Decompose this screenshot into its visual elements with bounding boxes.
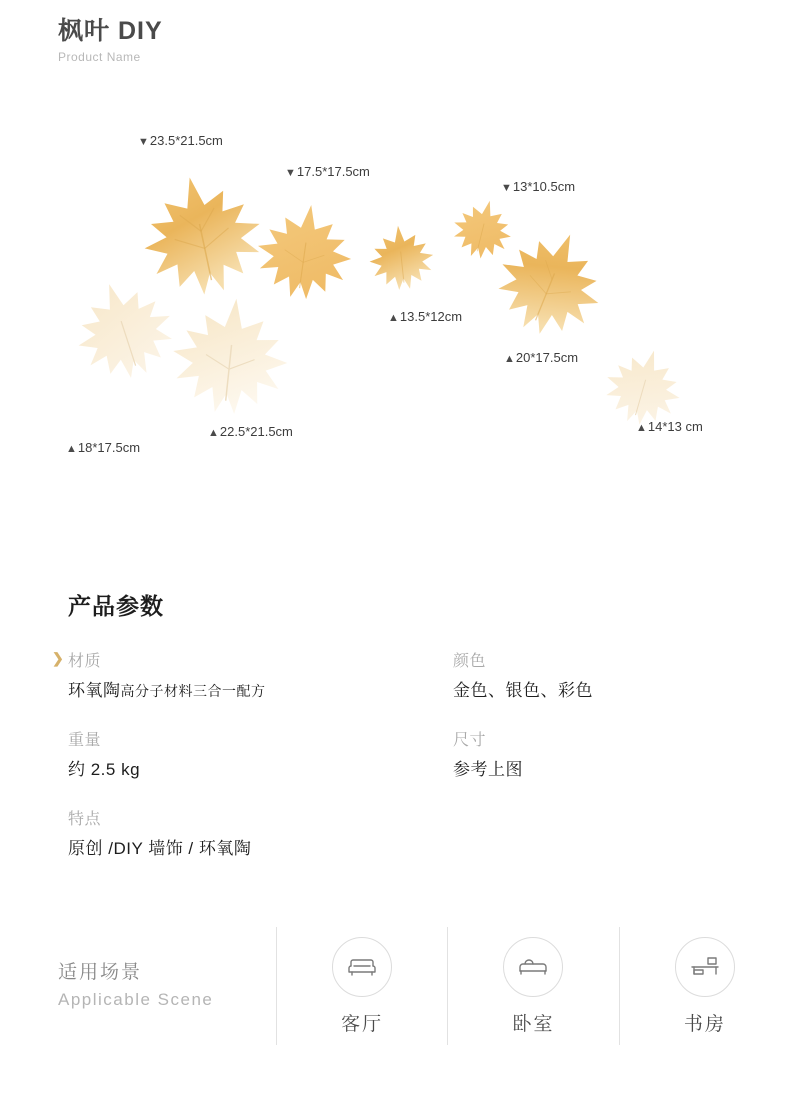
parameter-row bbox=[68, 727, 728, 780]
scene-name-bedroom: 卧室 bbox=[512, 1013, 555, 1035]
dimension-marker-2: ▼ bbox=[285, 167, 296, 179]
scene-label-cn: 适用场景 bbox=[58, 962, 143, 983]
dimension-marker-8: ▲ bbox=[636, 422, 647, 434]
scene-name-living-room: 客厅 bbox=[341, 1013, 384, 1035]
dimension-marker-1: ▼ bbox=[138, 136, 149, 148]
parameter-value-color: 金色、银色、彩色 bbox=[453, 681, 593, 700]
parameter-value-material-sub: 高分子材料三合一配方 bbox=[120, 683, 266, 699]
page-subtitle: Product Name bbox=[58, 50, 141, 64]
product-hero-image bbox=[0, 100, 790, 500]
leaf-shape-7 bbox=[167, 293, 293, 419]
section-title-parameters: 产品参数 bbox=[68, 593, 164, 619]
dimension-text-1: 23.5*21.5cm bbox=[149, 133, 223, 148]
dimension-text-5: 20*17.5cm bbox=[515, 350, 579, 365]
leaf-shape-2 bbox=[252, 198, 358, 304]
dimension-marker-4: ▲ bbox=[388, 312, 399, 324]
parameter-row bbox=[68, 806, 728, 859]
parameter-color bbox=[453, 648, 728, 701]
dimension-label-5 bbox=[504, 350, 578, 365]
parameter-empty bbox=[453, 806, 728, 859]
page-header bbox=[58, 14, 163, 64]
dimension-label-1 bbox=[138, 133, 223, 148]
applicable-scene-section bbox=[0, 916, 790, 1056]
dimension-marker-5: ▲ bbox=[504, 353, 515, 365]
parameter-value-material-main: 环氧陶 bbox=[68, 681, 121, 700]
dimension-label-2 bbox=[285, 164, 370, 179]
parameter-value-size: 参考上图 bbox=[453, 760, 523, 779]
dimension-label-8 bbox=[636, 419, 703, 434]
dimension-label-7 bbox=[66, 440, 140, 455]
dimension-text-2: 17.5*17.5cm bbox=[296, 164, 370, 179]
dimension-marker-7: ▲ bbox=[66, 443, 77, 455]
chevron-right-icon: ❯ bbox=[52, 650, 64, 666]
parameter-label-weight: 重量 bbox=[68, 732, 102, 749]
page-title: 枫叶 DIY bbox=[58, 17, 163, 45]
dimension-label-4 bbox=[388, 309, 462, 324]
parameter-material bbox=[52, 648, 453, 701]
dimension-text-4: 13.5*12cm bbox=[399, 309, 463, 324]
scene-items bbox=[276, 927, 790, 1045]
dimension-label-3 bbox=[501, 179, 575, 194]
parameter-value-weight: 约 2.5 kg bbox=[68, 760, 141, 779]
parameter-row bbox=[52, 648, 728, 701]
parameter-label-color: 颜色 bbox=[453, 653, 487, 670]
scene-item-study[interactable] bbox=[619, 927, 790, 1045]
dimension-text-3: 13*10.5cm bbox=[512, 179, 576, 194]
desk-icon bbox=[675, 937, 735, 997]
bed-icon bbox=[503, 937, 563, 997]
leaf-shape-1 bbox=[132, 165, 271, 304]
parameter-label-size: 尺寸 bbox=[453, 732, 487, 749]
dimension-label-6 bbox=[208, 424, 293, 439]
sofa-icon bbox=[332, 937, 392, 997]
dimension-text-7: 18*17.5cm bbox=[77, 440, 141, 455]
dimension-text-6: 22.5*21.5cm bbox=[219, 424, 293, 439]
leaf-shape-6 bbox=[64, 269, 185, 390]
leaf-shape-3 bbox=[366, 222, 436, 292]
dimension-marker-6: ▲ bbox=[208, 427, 219, 439]
parameter-value-features: 原创 /DIY 墙饰 / 环氧陶 bbox=[68, 839, 252, 858]
parameter-features bbox=[68, 806, 453, 859]
parameter-size bbox=[453, 727, 728, 780]
dimension-marker-3: ▼ bbox=[501, 182, 512, 194]
parameters-grid bbox=[52, 648, 728, 885]
parameter-weight bbox=[68, 727, 453, 780]
scene-label-en: Applicable Scene bbox=[58, 990, 214, 1009]
scene-name-study: 书房 bbox=[683, 1013, 726, 1035]
leaf-shape-4 bbox=[447, 194, 518, 265]
parameter-label-features: 特点 bbox=[68, 811, 102, 828]
dimension-text-8: 14*13 cm bbox=[647, 419, 703, 434]
parameter-value-material bbox=[68, 676, 453, 701]
scene-item-bedroom[interactable] bbox=[447, 927, 618, 1045]
scene-item-living-room[interactable] bbox=[276, 927, 447, 1045]
scene-label bbox=[0, 959, 276, 1013]
parameter-label-material: 材质 bbox=[68, 653, 102, 670]
